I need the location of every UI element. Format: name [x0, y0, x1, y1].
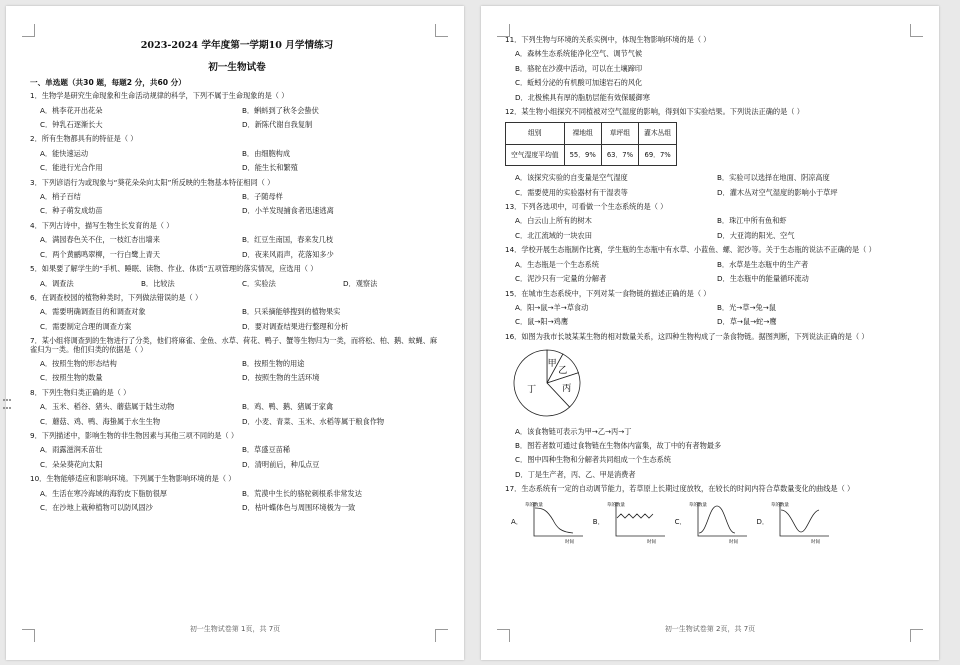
- question: [30, 265, 444, 288]
- option-row: [40, 490, 444, 498]
- answer-option: C．种子萌发成幼苗: [40, 206, 103, 216]
- answer-option: A．满园春色关不住，一枝红杏出墙来: [40, 235, 160, 245]
- option-row: [515, 174, 919, 182]
- option-row: [515, 261, 919, 269]
- curve-option: [757, 500, 833, 546]
- exam-subtitle: 初一生物试卷: [208, 62, 266, 74]
- option-row: [515, 189, 919, 197]
- question: [505, 290, 919, 327]
- question-text: 6．在调查校园的植物种类时，下列做法错误的是（ ）: [30, 292, 203, 302]
- answer-option: B．鸡、鸭、鹅、猪属于家禽: [242, 402, 334, 412]
- option-row: [515, 318, 919, 326]
- table-row-label: 空气湿度平均值: [506, 144, 565, 165]
- question-text: 5．如果要了解学生的“手机、睡眠、读物、作业、体质”五项管理的落实情况，应选用（ ）: [30, 264, 318, 274]
- table-cell: 69．7%: [639, 144, 677, 165]
- question-text: 10．生物能够适应和影响环境。下列属于生物影响环境的是（ ）: [30, 474, 236, 484]
- question: [505, 203, 919, 240]
- answer-option: B．只采摘能够搜到的植物果实: [242, 307, 341, 317]
- answer-option: C．需要制定合理的调查方案: [40, 321, 132, 331]
- question: [30, 179, 444, 216]
- question-text: 1．生物学是研究生命现象和生命活动规律的科学，下列不属于生命现象的是（ ）: [30, 91, 289, 101]
- q16-options: [505, 428, 919, 480]
- question-text: 8．下列生物归类正确的是（ ）: [30, 387, 131, 397]
- answer-option: B．子随母样: [242, 192, 283, 202]
- answer-option: A．桃李花开出花朵: [40, 105, 103, 115]
- question-text: 12．某生物小组探究不同植被对空气湿度的影响，得到如下实验结果。下列说法正确的是（ ）: [505, 107, 804, 117]
- curve-option: [593, 500, 669, 546]
- question: [505, 333, 919, 341]
- question-text: 2．所有生物都具有的特征是（ ）: [30, 134, 138, 144]
- answer-option: C．朵朵葵花向太阳: [40, 459, 103, 469]
- answer-option: D．小羊发现捕食者迅速逃离: [242, 206, 334, 216]
- graph-curve: [617, 514, 653, 518]
- curve-option-label: A．: [511, 518, 523, 527]
- curve-option-label: C．: [674, 518, 687, 527]
- answer-option: C．实验法: [242, 278, 276, 288]
- option-row: [515, 217, 919, 225]
- q17-graphs: [511, 500, 919, 546]
- curve-option-label: B．: [592, 518, 605, 527]
- section-heading: 一、单选题（共30 题，每题2 分，共60 分）: [30, 77, 186, 87]
- option-row: [40, 251, 444, 259]
- question-list: [30, 92, 444, 512]
- answer-option: C．在沙地上栽种植物可以防风固沙: [40, 503, 153, 512]
- answer-option: C．北江流域的一块农田: [515, 230, 592, 240]
- answer-option: A．该食物链可表示为甲→乙→丙→丁: [515, 426, 632, 436]
- question-list: [505, 36, 919, 116]
- option-row: [40, 207, 444, 215]
- answer-option: C．两个黄鹂鸣翠柳，一行白鹭上青天: [40, 249, 161, 259]
- option-row: [40, 280, 444, 288]
- answer-option: C．图中四种生物和分解者共同组成一个生态系统: [515, 455, 671, 465]
- question: [505, 246, 919, 283]
- option-row: [40, 236, 444, 244]
- answer-option: B．按照生物的用途: [242, 358, 305, 368]
- answer-option: D．草→鼠→蛇→鹰: [717, 317, 777, 327]
- answer-option: C．蚯蚓分泌的有机酸可加速岩石的风化: [515, 78, 643, 88]
- answer-option: C．能进行光合作用: [40, 163, 103, 173]
- graph-ylabel: 草的数量: [688, 502, 707, 508]
- graph-curve: [699, 506, 735, 533]
- graph-ylabel: 草的数量: [524, 502, 543, 508]
- answer-option: D．新陈代谢自我复制: [242, 120, 313, 130]
- curve-option-label: D．: [756, 518, 769, 527]
- graph-ylabel: 草的数量: [770, 502, 789, 508]
- answer-option: D．北极熊具有厚的脂肪层能有效保暖御寒: [515, 92, 650, 102]
- answer-option: B．蝌蚪到了秋冬会蛰伏: [242, 105, 319, 115]
- answer-option: A．生活在寒冷海域的海豹皮下脂肪很厚: [40, 488, 168, 498]
- answer-option: B．由细胞构成: [242, 148, 291, 158]
- answer-option: D．丁是生产者，丙、乙、甲是消费者: [515, 469, 636, 479]
- curve-option: [511, 500, 587, 546]
- answer-option: B．水草是生态瓶中的生产者: [717, 259, 809, 269]
- drag-handle-icon[interactable]: [3, 399, 11, 413]
- answer-option: B．比较法: [141, 278, 175, 288]
- pie-label: 丙: [562, 384, 572, 395]
- question: [505, 36, 919, 102]
- question-text: 14．学校开展生态瓶制作比赛，学生瓶的生态瓶中有水草、小蓝鱼、螺、泥沙等。关于生态瓶的说法不正确的是（ ）: [505, 245, 876, 255]
- question-text: 11．下列生物与环境的关系实例中，体现生物影响环境的是（ ）: [505, 35, 711, 44]
- exam-page-2: [481, 6, 939, 660]
- answer-option: A．该探究实验的自变量是空气湿度: [515, 173, 628, 183]
- answer-option: D．清明前后，种瓜点豆: [242, 459, 320, 469]
- question: [30, 389, 444, 426]
- q12-options: [505, 174, 919, 197]
- pie-label: 甲: [547, 359, 557, 370]
- answer-option: A．生态瓶是一个生态系统: [515, 259, 599, 269]
- graph-curve: [781, 510, 819, 532]
- question-text: 17．生态系统有一定的自动调节能力，若草原上长期过度放牧，在较长的时间内符合草数量变化的曲线是（ ）: [505, 484, 855, 494]
- graph-curve: [535, 508, 573, 533]
- graph-xlabel: 时间: [564, 539, 574, 545]
- question-text: 16．如图为我市长坡某某生物的相对数量关系，这四种生物构成了一条食物链。据图判断，下列说法正确的是（ ）: [505, 331, 869, 341]
- answer-option: D．按照生物的生活环境: [242, 373, 320, 383]
- question-text: 7．某小组将调查到的生物进行了分类，他们将麻雀、金鱼、水草、荷花、鸭子、蟹等生物归为一类，而将松、柏、鹅、蚊蝇、麻雀归为一类。他们归类的依据是（ ）: [30, 336, 438, 354]
- population-curve-graph: [771, 500, 833, 546]
- answer-option: B．珠江中所有鱼和虾: [717, 216, 787, 226]
- graph-xlabel: 时间: [646, 539, 656, 545]
- question-text: 4．下列古诗中，描写生物生长发育的是（ ）: [30, 220, 174, 230]
- answer-option: C．按照生物的数量: [40, 373, 103, 383]
- option-row: [40, 504, 444, 512]
- population-curve-graph: [525, 500, 587, 546]
- answer-option: C．需要使用的实验器材有干湿表等: [515, 187, 628, 197]
- question: [30, 294, 444, 331]
- population-curve-graph: [607, 500, 669, 546]
- table-header: 草坪组: [601, 123, 638, 144]
- answer-option: C．泥沙只有一定量的分解者: [515, 274, 607, 284]
- answer-option: D．大亚湾的阳光、空气: [717, 230, 795, 240]
- answer-option: A．梢子百结: [40, 192, 81, 202]
- answer-option: D．能生长和繁殖: [242, 163, 298, 173]
- answer-option: A．调查法: [40, 278, 74, 288]
- option-row: [40, 360, 444, 368]
- page-1-content: [30, 36, 444, 518]
- answer-option: B．光→草→兔→鼠: [717, 302, 776, 312]
- option-row: [515, 304, 919, 312]
- answer-option: A．雨露滋润禾苗壮: [40, 445, 103, 455]
- answer-option: B．图若者数可通过食物链在生物体内富集，故丁中的有者物最多: [515, 440, 722, 450]
- graph-ylabel: 草的数量: [606, 502, 625, 508]
- question-text: 13．下列各选项中，可看做一个生态系统的是（ ）: [505, 202, 668, 212]
- question-list: [505, 203, 919, 341]
- option-row: [40, 418, 444, 426]
- option-row: [40, 374, 444, 382]
- answer-option: C．钟乳石逐渐长大: [40, 120, 103, 130]
- table-cell: 55．9%: [564, 144, 601, 165]
- question: [30, 337, 444, 383]
- question: [30, 432, 444, 469]
- food-chain-pie-chart: [511, 347, 583, 419]
- question: [30, 222, 444, 259]
- option-row: [40, 107, 444, 115]
- option-row: [40, 461, 444, 469]
- question-text: 3．下列谚语行为或现象与“葵花朵朵向太阳”所反映的生物基本特征相同（ ）: [30, 177, 275, 187]
- graph-xlabel: 时间: [810, 539, 820, 545]
- question-text: 9．下列描述中，影响生物的非生物因素与其他三项不同的是（ ）: [30, 430, 239, 440]
- option-row: [40, 446, 444, 454]
- answer-option: B．荒漠中生长的骆驼刺根系非常发达: [242, 488, 362, 498]
- answer-option: C．鼠→阳→鸡鹰: [515, 317, 569, 327]
- answer-option: A．森林生态系统能净化空气、调节气候: [515, 49, 643, 59]
- question: [30, 475, 444, 512]
- pie-figure: [511, 347, 919, 421]
- table-cell: 63．7%: [601, 144, 638, 165]
- answer-option: D．小麦、青菜、玉米、水稻等属于粮食作物: [242, 416, 385, 426]
- table-header: 组别: [506, 123, 565, 144]
- table-header: 裸地组: [564, 123, 601, 144]
- curve-option: [675, 500, 751, 546]
- option-row: [515, 232, 919, 240]
- answer-option: D．生态瓶中的能量循环流动: [717, 274, 809, 284]
- answer-option: B．草盛豆苗稀: [242, 445, 291, 455]
- answer-option: D．灌木丛对空气湿度的影响小于草坪: [717, 187, 838, 197]
- answer-option: A．能快速运动: [40, 148, 89, 158]
- table-header: 灌木丛组: [639, 123, 677, 144]
- answer-option: A．玉米、稻谷、猪头、蘑菇属于陆生动物: [40, 402, 175, 412]
- page-footer: 初一生物试卷第 1页，共 7页: [189, 625, 281, 633]
- answer-option: A．按照生物的形态结构: [40, 358, 117, 368]
- pie-label: 乙: [558, 366, 568, 377]
- answer-option: A．白云山上所有的树木: [515, 216, 592, 226]
- population-curve-graph: [689, 500, 751, 546]
- exam-title: 2023-2024 学年度第一学期10 月学情练习: [140, 40, 334, 51]
- option-row: [40, 193, 444, 201]
- answer-option: A．阳→鼠→羊→草食动: [515, 302, 589, 312]
- answer-option: C．蘑菇、鸡、鸭、海蛰属于水生生物: [40, 416, 161, 426]
- answer-option: D．夜来风雨声，花落知多少: [242, 249, 334, 259]
- page-footer: 初一生物试卷第 2页，共 7页: [664, 625, 756, 633]
- answer-option: B．红豆生南国，春来发几枝: [242, 235, 334, 245]
- question: [30, 92, 444, 129]
- page-2-content: [505, 36, 919, 546]
- option-row: [40, 121, 444, 129]
- option-row: [515, 275, 919, 283]
- answer-option: D．观察法: [343, 278, 378, 288]
- question: [30, 135, 444, 172]
- answer-option: B．实验可以选择在地面、阴凉高度: [717, 173, 830, 183]
- answer-option: D．枯叶蝶体色与周围环境极为一致: [242, 503, 356, 512]
- option-row: [40, 150, 444, 158]
- exam-page-1: [6, 6, 464, 660]
- question-text: 15．在城市生态系统中，下列对某一食物链的描述正确的是（ ）: [505, 288, 711, 298]
- pie-label: 丁: [527, 385, 537, 396]
- humidity-table: [505, 122, 677, 166]
- graph-xlabel: 时间: [728, 539, 738, 545]
- question: [505, 108, 919, 116]
- answer-option: A．需要明确调查目的和调查对象: [40, 307, 146, 317]
- answer-option: D．要对调查结果进行整理和分析: [242, 321, 349, 331]
- option-row: [40, 308, 444, 316]
- option-row: [40, 164, 444, 172]
- option-row: [40, 403, 444, 411]
- answer-option: B．骆驼在沙漠中活动，可以在土壤蹄印: [515, 63, 643, 73]
- option-row: [40, 323, 444, 331]
